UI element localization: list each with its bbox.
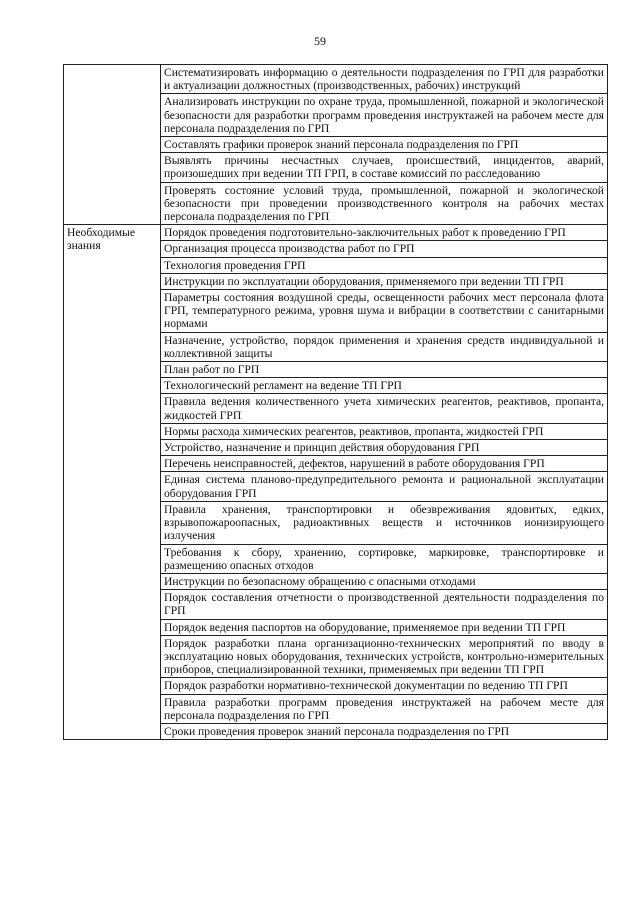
requirement-item: Порядок составления отчетности о производственной деятельности подразделения по ГРП — [161, 590, 608, 619]
requirement-item: Требования к сбору, хранению, сортировке, маркировке, транспортировке и размещению опасных отходов — [161, 544, 608, 573]
requirement-item: Назначение, устройство, порядок применения и хранения средств индивидуальной и коллективной защиты — [161, 332, 608, 361]
page-number: 59 — [314, 34, 326, 48]
requirement-item: Единая система планово-предупредительного ремонта и рациональной эксплуатации оборудования ГРП — [161, 472, 608, 501]
requirement-item: Порядок разработки нормативно-технической документации по ведению ТП ГРП — [161, 678, 608, 694]
requirement-item: План работ по ГРП — [161, 362, 608, 378]
requirement-item: Устройство, назначение и принцип действия оборудования ГРП — [161, 440, 608, 456]
requirement-item: Параметры состояния воздушной среды, освещенности рабочих мест персонала флота ГРП, температурного режима, уровня шума и вибрации в соответствии с санитарными нормами — [161, 290, 608, 333]
requirement-item: Составлять графики проверок знаний персонала подразделения по ГРП — [161, 137, 608, 153]
requirement-item: Перечень неисправностей, дефектов, нарушений в работе оборудования ГРП — [161, 456, 608, 472]
requirement-item: Выявлять причины несчастных случаев, происшествий, инцидентов, аварий, произошедших при ведении ТП ГРП, в составе комиссий по расследованию — [161, 153, 608, 182]
requirement-item: Правила ведения количественного учета химических реагентов, реактивов, пропанта, жидкостей ГРП — [161, 394, 608, 423]
requirement-item: Сроки проведения проверок знаний персонала подразделения по ГРП — [161, 723, 608, 739]
requirement-item: Технология проведения ГРП — [161, 257, 608, 273]
requirement-item: Нормы расхода химических реагентов, реактивов, пропанта, жидкостей ГРП — [161, 423, 608, 439]
requirement-item: Правила разработки программ проведения инструктажей на рабочем месте для персонала подразделения по ГРП — [161, 694, 608, 723]
table-body — [64, 65, 608, 740]
requirements-table — [63, 64, 608, 740]
requirement-item: Правила хранения, транспортировки и обезвреживания ядовитых, едких, взрывопожароопасных, радиоактивных веществ и источников ионизирующего излучения — [161, 501, 608, 544]
requirement-item: Организация процесса производства работ по ГРП — [161, 241, 608, 257]
requirement-item: Порядок проведения подготовительно-заключительных работ к проведению ГРП — [161, 225, 608, 241]
requirement-item: Анализировать инструкции по охране труда, промышленной, пожарной и экологической безопасности для разработки программ проведения инструктажей на рабочем месте для персонала подразделения по ГРП — [161, 94, 608, 137]
requirement-item: Порядок разработки плана организационно-технических мероприятий по вводу в эксплуатацию новых оборудования, технических устройств, контрольно-измерительных приборов, специализированной техники, применяемых при ведении ТП ГРП — [161, 635, 608, 678]
requirement-item: Порядок ведения паспортов на оборудование, применяемое при ведении ТП ГРП — [161, 619, 608, 635]
requirement-item: Технологический регламент на ведение ТП ГРП — [161, 378, 608, 394]
requirement-item: Проверять состояние условий труда, промышленной, пожарной и экологической безопасности при проведении производственного контроля на рабочих местах персонала подразделения по ГРП — [161, 182, 608, 225]
requirement-item: Инструкции по безопасному обращению с опасными отходами — [161, 573, 608, 589]
table-row — [64, 65, 608, 94]
requirement-item: Инструкции по эксплуатации оборудования, применяемого при ведении ТП ГРП — [161, 273, 608, 289]
requirement-item: Систематизировать информацию о деятельности подразделения по ГРП для разработки и актуализации должностных (производственных, рабочих) инструкций — [161, 65, 608, 94]
table-row — [64, 225, 608, 241]
section-label: Необходимые знания — [64, 225, 161, 740]
section-label — [64, 65, 161, 225]
